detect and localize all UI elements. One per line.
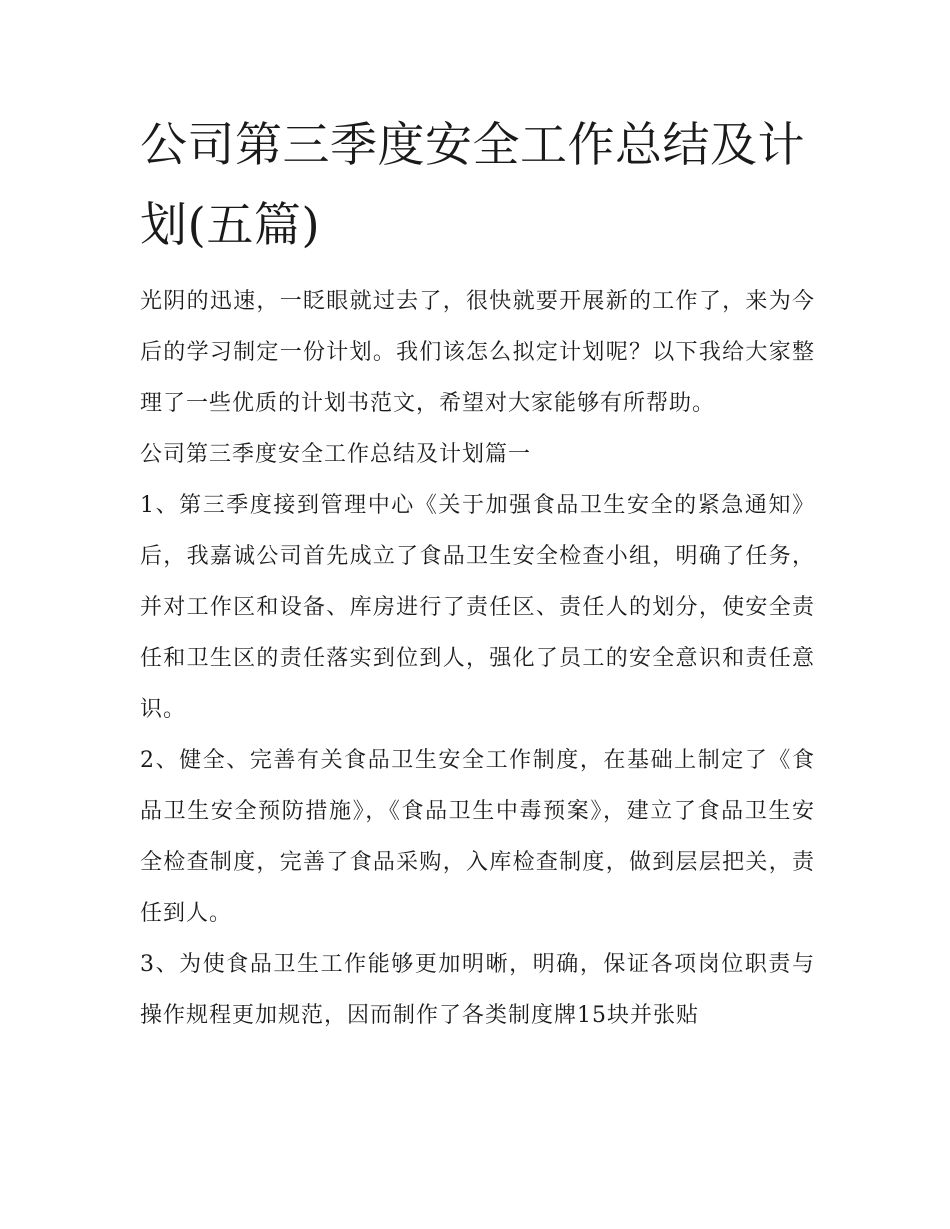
intro-paragraph: 光阴的迅速，一眨眼就过去了，很快就要开展新的工作了，来为今后的学习制定一份计划。我们该怎么拟定计划呢？以下我给大家整理了一些优质的计划书范文，希望对大家能够有所帮助。 <box>140 289 815 416</box>
section-heading: 公司第三季度安全工作总结及计划篇一 <box>140 442 532 467</box>
paragraph-item-3: 3、为使食品卫生工作能够更加明晰，明确，保证各项岗位职责与操作规程更加规范，因而制作了各类制度牌15块并张贴 <box>140 952 815 1028</box>
document-title: 公司第三季度安全工作总结及计划(五篇) <box>140 118 805 253</box>
paragraph-item-2: 2、健全、完善有关食品卫生安全工作制度，在基础上制定了《食品卫生安全预防措施》，《食品卫生中毒预案》，建立了食品卫生安全检查制度，完善了食品采购，入库检查制度，做到层层把关，责任到人。 <box>140 748 815 926</box>
paragraph-item-1: 1、第三季度接到管理中心《关于加强食品卫生安全的紧急通知》后，我嘉诚公司首先成立了食品卫生安全检查小组，明确了任务，并对工作区和设备、库房进行了责任区、责任人的划分，使安全责任和卫生区的责任落实到位到人，强化了员工的安全意识和责任意识。 <box>140 493 815 722</box>
document-body <box>140 106 815 1041</box>
